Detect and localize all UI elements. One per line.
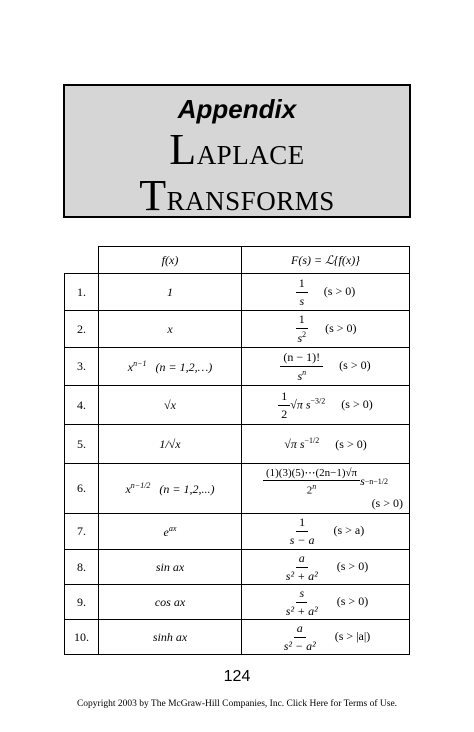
table-row [65,585,410,620]
row-fx: √x [99,386,242,425]
row-Fs [242,274,410,311]
row-Fs [242,585,410,620]
row-number: 6. [65,464,99,514]
row-Fs [242,620,410,655]
row-number: 3. [65,348,99,386]
title-transforms-cap: T [139,171,167,220]
condition: (s > 0) [336,558,369,573]
row-fx: $x^{n-1/2}$ (n = 1,2,...) [99,464,242,514]
row-number: 5. [65,425,99,464]
row-Fs: √π $s^{-1/2}$ (s > 0) [242,425,410,464]
title-laplace [65,124,409,175]
row-Fs [242,348,410,386]
table-row [65,311,410,348]
transform-fraction: $\frac{1}{s}$ [296,276,308,309]
row-Fs: $\frac{1}{2}$ √π $s^{-3/2}$ (s > 0) [242,386,410,425]
condition: (s > 0) [371,496,403,511]
condition: (s > 0) [336,593,369,608]
row-fx: sinh ax [99,620,242,655]
row-Fs [242,550,410,585]
table-row [65,386,410,425]
row-fx: $x^{n-1}$ (n = 1,2,…) [99,348,242,386]
transform-fraction: $\frac{1}{s - a}$ [289,515,315,547]
transform-fraction: $\frac{1}{2}$ [278,389,290,422]
condition: (s > 0) [325,320,357,335]
condition: (s > 0) [335,437,367,451]
row-number: 2. [65,311,99,348]
row-fx: 1/√x [99,425,242,464]
title-laplace-cap: L [169,125,197,174]
row-Fs [242,311,410,348]
table-row [65,550,410,585]
table-header-row [65,247,410,274]
row-number: 4. [65,386,99,425]
table-row [65,620,410,655]
transform-fraction: $\frac{(n - 1)!}{s^n}$ [280,350,323,384]
row-fx: cos ax [99,585,242,620]
header-blank-cell [65,247,99,274]
row-fx: $e^{ax}$ [99,514,242,550]
row-number: 1. [65,274,99,311]
condition: (s > 0) [341,396,373,411]
table-row [65,274,410,311]
transform-fraction: $\frac{a}{\text{s² + a²}}$ [285,550,318,583]
header-Fs: F(s) = ℒ{f(x)} [242,247,410,274]
row-fx: sin ax [99,550,242,585]
transform-fraction: $\frac{1}{s^2}$ [297,312,307,345]
title-laplace-rest: APLACE [196,140,305,170]
title-transforms [65,170,409,221]
laplace-table [64,246,410,655]
table-row [65,464,410,514]
page-number: 124 [223,668,251,685]
copyright-text: Copyright 2003 by The McGraw-Hill Companies, Inc. [76,699,287,709]
condition: (s > 0) [339,358,371,373]
title-box [63,84,411,218]
header-fx: f(x) [99,247,242,274]
appendix-label: Appendix [177,94,297,124]
table-row [65,348,410,386]
transform-fraction: $\frac{s}{\text{s² + a²}}$ [285,585,318,618]
transform-fraction: $\frac{a}{\text{s² − a²}}$ [283,620,316,653]
terms-of-use-link[interactable]: Click Here for Terms of Use. [286,699,398,709]
table-row [65,514,410,550]
row-fx: x [99,311,242,348]
row-number: 9. [65,585,99,620]
row-fx: 1 [99,274,242,311]
condition: (s > a) [333,523,365,538]
condition: (s > 0) [323,283,356,298]
row-Fs [242,514,410,550]
table-row [65,425,410,464]
row-number: 8. [65,550,99,585]
row-number: 10. [65,620,99,655]
row-Fs: $\frac{(1)(3)(5)\cdots(2n-1)√\pi}{2^n}$ s −n−1/2 (s > 0) [242,464,410,514]
condition: (s > |a|) [334,628,371,643]
transform-fraction: $\frac{(1)(3)(5)\cdots(2n-1)√\pi}{2^n}$ [263,466,360,497]
row-number: 7. [65,514,99,550]
copyright-footer [0,699,474,709]
title-transforms-rest: RANSFORMS [166,186,335,216]
